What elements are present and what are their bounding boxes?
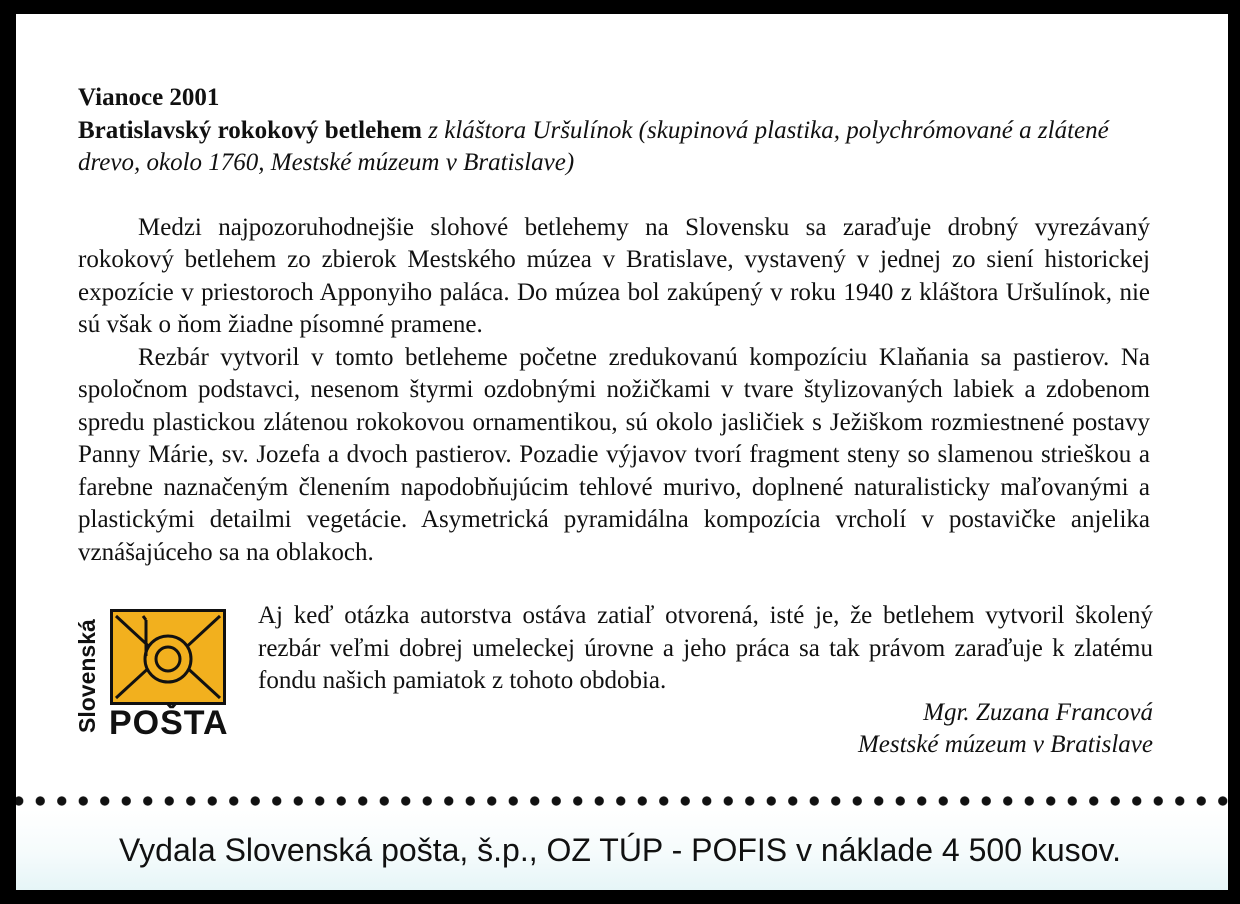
footer-text: Vydala Slovenská pošta, š.p., OZ TÚP - POFIS v náklade 4 500 kusov. bbox=[119, 832, 1121, 868]
logo-vertical-text: Slovenská bbox=[74, 619, 100, 733]
slovenska-posta-logo bbox=[76, 606, 236, 746]
paragraph-2: Rezbár vytvoril v tomto betleheme početne zredukovanú kompozíciu Klaňania sa pastierov. Na spoločnom podstavci, nesenom štyrmi ozdobnými nožičkami v tvare štylizovaných labiek a zdobenom spredu plastickou zlátenou rokokovou ornamentikou, sú okolo jasličiek s Ježiškom rozmiestnené postavy Panny Márie, sv. Jozefa a dvoch pastierov. Pozadie výjavov tvorí fragment steny so slamenou strieškou a farebne naznačeným členením napodobňujúcim tehlové murivo, doplnené naturalisticky maľovanými a plastickými detailmi vegetácie. Asymetrická pyramidálna kompozícia vrcholí v postavičke anjelika vznášajúceho sa na oblakoch. bbox=[78, 343, 1150, 566]
logo-posta-text: POŠTA bbox=[109, 704, 229, 742]
heading-title bbox=[78, 115, 1150, 180]
heading-title-bold: Bratislavský rokokový betlehem bbox=[78, 116, 422, 144]
heading-title-italic: z kláštora Uršulínok (skupinová plastika, polychrómované a zlátené drevo, okolo 1760, Mestské múzeum v Bratislave) bbox=[78, 116, 1109, 176]
signature-name: Mgr. Zuzana Francová bbox=[923, 699, 1153, 726]
main-text bbox=[78, 82, 1150, 569]
dotted-divider bbox=[16, 794, 1228, 808]
signature bbox=[858, 697, 1153, 761]
post-horn-icon bbox=[110, 609, 226, 705]
heading-year: Vianoce 2001 bbox=[78, 84, 220, 111]
signature-institution: Mestské múzeum v Bratislave bbox=[857, 731, 1153, 758]
paragraph-3: Aj keď otázka autorstva ostáva zatiaľ otvorená, isté je, že betlehem vytvoril školený rezbár veľmi dobrej umeleckej úrovne a jeho práca sa tak právom zaraďuje k zlatému fondu našich pamiatok z tohoto obdobia. bbox=[258, 602, 1153, 694]
paragraph-1: Medzi najpozoruhodnejšie slohové betlehemy na Slovensku sa zaraďuje drobný vyrezávaný rokokový betlehem zo zbierok Mestského múzea v Bratislave, vystavený v jednej zo siení historickej expozície v priestoroch Apponyiho paláca. Do múzea bol zakúpený v roku 1940 z kláštora Uršulínok, nie sú však o ňom žiadne písomné pramene. bbox=[78, 213, 1150, 338]
document-sheet bbox=[16, 14, 1228, 890]
